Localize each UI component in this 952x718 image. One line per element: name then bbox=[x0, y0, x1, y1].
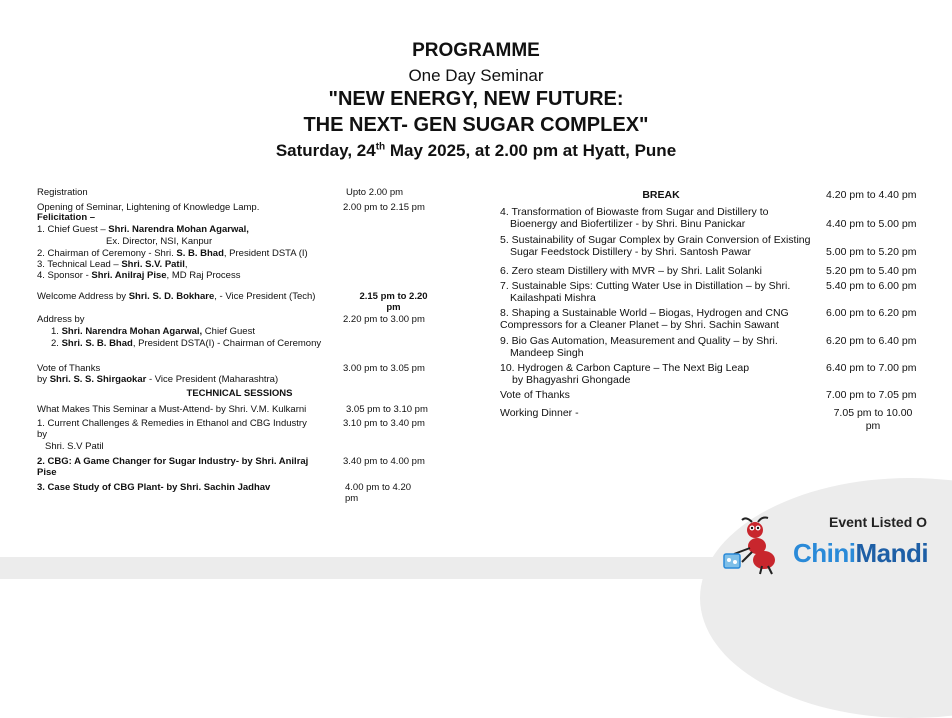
felicitation-item-1: 1. Chief Guest – Shri. Narendra Mohan Agarwal, bbox=[37, 224, 249, 235]
registration-time: Upto 2.00 pm bbox=[346, 187, 404, 198]
opening-label: Opening of Seminar, Lightening of Knowledge Lamp. bbox=[37, 202, 260, 213]
session-5-line-2: Sugar Feedstock Distillery - by Shri. Santosh Pawar bbox=[510, 246, 752, 258]
session-6-time: 5.20 pm to 5.40 pm bbox=[826, 265, 917, 277]
technical-sessions-heading: TECHNICAL SESSIONS bbox=[186, 388, 293, 399]
ant-mascot-icon bbox=[722, 516, 792, 576]
session-4-time: 4.40 pm to 5.00 pm bbox=[826, 218, 917, 230]
break-heading: BREAK bbox=[642, 189, 680, 201]
session-3-title: 3. Case Study of CBG Plant- by Shri. Sachin Jadhav bbox=[37, 482, 271, 493]
address-item-1: 1. Shri. Narendra Mohan Agarwal, Chief Guest bbox=[51, 326, 255, 337]
programme-title: PROGRAMME bbox=[412, 40, 540, 61]
session-9-line-2: Mandeep Singh bbox=[510, 347, 584, 359]
theme-line-2: THE NEXT- GEN SUGAR COMPLEX" bbox=[303, 114, 649, 136]
session-1-title: 1. Current Challenges & Remedies in Ethanol and CBG Industry bbox=[37, 418, 307, 429]
session-2-title: 2. CBG: A Game Changer for Sugar Industry- by Shri. Anilraj bbox=[37, 456, 309, 467]
felicitation-item-4: 4. Sponsor - Shri. Anilraj Pise, MD Raj Process bbox=[37, 270, 241, 281]
session-2-speaker: Pise bbox=[37, 467, 57, 478]
session-8-line-1: 8. Shaping a Sustainable World – Biogas, Hydrogen and CNG bbox=[500, 307, 789, 319]
session-7-line-2: Kailashpati Mishra bbox=[510, 292, 596, 304]
chinimandi-logo: ChiniMandi bbox=[793, 538, 929, 568]
event-date: Saturday, 24th May 2025, at 2.00 pm at Hyatt, Pune bbox=[275, 141, 677, 160]
session-8-line-2: Compressors for a Cleaner Planet – by Shri. Sachin Sawant bbox=[500, 319, 779, 331]
session-intro: What Makes This Seminar a Must-Attend- by Shri. V.M. Kulkarni bbox=[37, 404, 307, 415]
session-2-time: 3.40 pm to 4.00 pm bbox=[343, 456, 425, 467]
session-6: 6. Zero steam Distillery with MVR – by Shri. Lalit Solanki bbox=[500, 265, 763, 277]
session-5-line-1: 5. Sustainability of Sugar Complex by Grain Conversion of Existing bbox=[500, 234, 811, 246]
felicitation-item-3: 3. Technical Lead – Shri. S.V. Patil, bbox=[37, 259, 188, 270]
session-3-time: 4.00 pm to 4.20 pm bbox=[345, 482, 412, 504]
session-5-time: 5.00 pm to 5.20 pm bbox=[826, 246, 917, 258]
session-10-line-2: by Bhagyashri Ghongade bbox=[512, 374, 631, 386]
welcome-time: 2.15 pm to 2.20 pm bbox=[359, 291, 428, 313]
welcome-address: Welcome Address by Shri. S. D. Bokhare, - Vice President (Tech) bbox=[37, 291, 316, 302]
working-dinner-label: Working Dinner - bbox=[500, 407, 579, 419]
session-7-line-1: 7. Sustainable Sips: Cutting Water Use in Distillation – by Shri. bbox=[500, 280, 791, 292]
session-1-speaker: Shri. S.V Patil bbox=[45, 441, 104, 452]
felicitation-item-2: 2. Chairman of Ceremony - Shri. S. B. Bhad, President DSTA (I) bbox=[37, 248, 308, 259]
vote-of-thanks-by: by Shri. S. S. Shirgaokar - Vice President (Maharashtra) bbox=[37, 374, 279, 385]
address-by-label: Address by bbox=[37, 314, 85, 325]
session-4-line-2: Bioenergy and Biofertilizer - by Shri. Binu Panickar bbox=[510, 218, 746, 230]
session-1-by: by bbox=[37, 429, 48, 440]
vote-of-thanks-time: 3.00 pm to 3.05 pm bbox=[343, 363, 425, 374]
session-9-time: 6.20 pm to 6.40 pm bbox=[826, 335, 917, 347]
session-7-time: 5.40 pm to 6.00 pm bbox=[826, 280, 917, 292]
session-intro-time: 3.05 pm to 3.10 pm bbox=[346, 404, 428, 415]
session-10-line-1: 10. Hydrogen & Carbon Capture – The Next Big Leap bbox=[500, 362, 750, 374]
address-item-2: 2. Shri. S. B. Bhad, President DSTA(I) - Chairman of Ceremony bbox=[51, 338, 322, 349]
vote-of-thanks-2-label: Vote of Thanks bbox=[500, 389, 570, 401]
seminar-subtitle: One Day Seminar bbox=[408, 66, 544, 85]
opening-time: 2.00 pm to 2.15 pm bbox=[343, 202, 425, 213]
vote-of-thanks-label: Vote of Thanks bbox=[37, 363, 101, 374]
address-time: 2.20 pm to 3.00 pm bbox=[343, 314, 425, 325]
session-10-time: 6.40 pm to 7.00 pm bbox=[826, 362, 917, 374]
vote-of-thanks-2-time: 7.00 pm to 7.05 pm bbox=[826, 389, 917, 401]
working-dinner-time: 7.05 pm to 10.00 pm bbox=[833, 407, 913, 432]
theme-line-1: "NEW ENERGY, NEW FUTURE: bbox=[328, 88, 624, 110]
session-4-line-1: 4. Transformation of Biowaste from Sugar and Distillery to bbox=[500, 206, 769, 218]
break-time: 4.20 pm to 4.40 pm bbox=[826, 189, 917, 201]
event-listed-text: Event Listed O bbox=[829, 514, 928, 530]
registration-label: Registration bbox=[37, 187, 88, 198]
felicitation-item-1-role: Ex. Director, NSI, Kanpur bbox=[106, 236, 213, 247]
felicitation-heading: Felicitation – bbox=[37, 212, 96, 223]
session-8-time: 6.00 pm to 6.20 pm bbox=[826, 307, 917, 319]
session-1-time: 3.10 pm to 3.40 pm bbox=[343, 418, 425, 429]
session-9-line-1: 9. Bio Gas Automation, Measurement and Quality – by Shri. bbox=[500, 335, 778, 347]
